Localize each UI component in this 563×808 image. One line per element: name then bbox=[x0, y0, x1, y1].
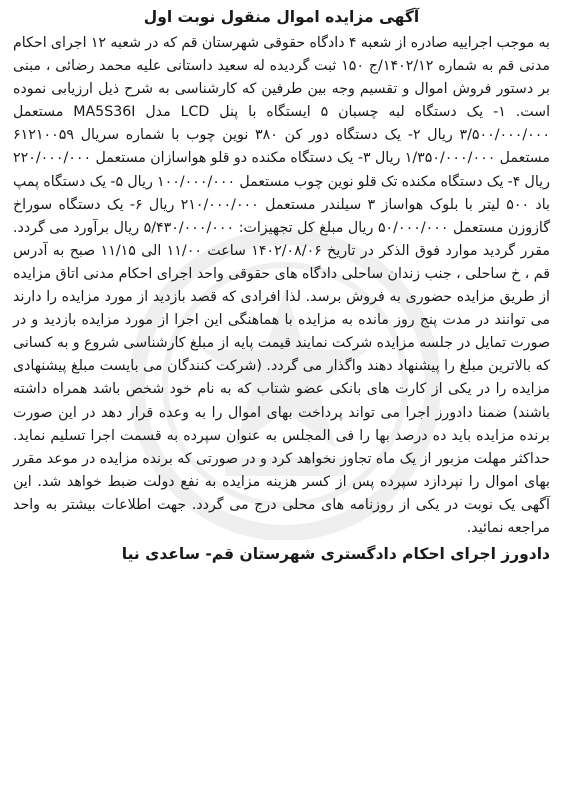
notice-signature: دادورز اجرای احکام دادگستری شهرستان قم- ساعدی نیا bbox=[121, 545, 550, 564]
notice-body: به موجب اجراییه صادره از شعبه ۴ دادگاه حقوقی شهرستان قم که در شعبه ۱۲ اجرای احکام مدنی قم به شماره ۱۴۰۲/۱۲/ج ۱۵۰ ثبت گردیده له سعید داستانی علیه محمد رضائی ، مبنی بر دستور فروش اموال و تقسیم وجه بین طرفین که کارشناسی به شرح ذیل ارزیابی نموده است. ۱- یک دستگاه لبه چسبان ۵ ایستگاه با پنل LCD مدل MA5S36I مستعمل ۳/۵۰۰/۰۰۰/۰۰۰ ریال ۲- یک دستگاه دور کن ۳۸۰ نوین چوب با شماره سریال ۶۱۲۱۰۰۵۹ مستعمل ۱/۳۵۰/۰۰۰/۰۰۰ ریال ۳- یک دستگاه مکنده دو قلو هواسازان مستعمل ۲۲۰/۰۰۰/۰۰۰ ریال ۴- یک دستگاه مکنده تک قلو نوین چوب مستعمل ۱۰۰/۰۰۰/۰۰۰ ریال ۵- یک دستگاه پمپ باد ۵۰۰ لیتر با بلوک هواساز ۳ سیلندر مستعمل ۲۱۰/۰۰۰/۰۰۰ ریال ۶- یک دستگاه سوراخ گازوزن مستعمل ۵۰/۰۰۰/۰۰۰ ریال مبلغ کل تجهیزات: ۵/۴۳۰/۰۰۰/۰۰۰ ریال برآورد می گردد. مقرر گردید موارد فوق الذکر در تاریخ ۱۴۰۲/۰۸/۰۶ ساعت ۱۱/۰۰ الی ۱۱/۱۵ صبح به آدرس قم ، خ ساحلی ، جنب زندان ساحلی دادگاه های حقوقی واحد اجرای احکام مدنی اتاق مزایده از طریق مزایده حضوری به فروش برسد. لذا افرادی که قصد بازدید از مورد مزایده را دارند می توانند در مدت پنج روز مانده به مزایده با هماهنگی این اجرا از مورد مزایده بازدید و در صورت تمایل در جلسه مزایده شرکت نمایند قیمت پایه از مبلغ کارشناسی شروع و به کسانی که بالاترین مبلغ را پیشنهاد دهند واگذار می گردد. (شرکت کنندگان می بایست مبلغ پیشنهادی مزایده را در یکی از کارت های بانکی عضو شتاب که به نام خود شخص باشد همراه داشته باشند) ضمنا دادورز اجرا می تواند پرداخت بهای اموال را به وعده قرار دهد در این صورت برنده مزایده باید ده درصد بها را فی المجلس به عنوان سپرده به قسمت اجرا تسلیم نماید. حداکثر مهلت مزبور از یک ماه تجاوز نخواهد کرد و در صورتی که برنده مزایده در موعد مقرر بهای اموال را نپردازد سپرده پس از کسر هزینه مزایده به نفع دولت ضبط خواهد شد. این آگهی یک نوبت در یکی از روزنامه های محلی درج می گردد. جهت اطلاعات بیشتر به واحد مراجعه نمائید. bbox=[13, 35, 551, 536]
notice-title: آگهی مزایده اموال منقول نوبت اول bbox=[143, 8, 420, 26]
